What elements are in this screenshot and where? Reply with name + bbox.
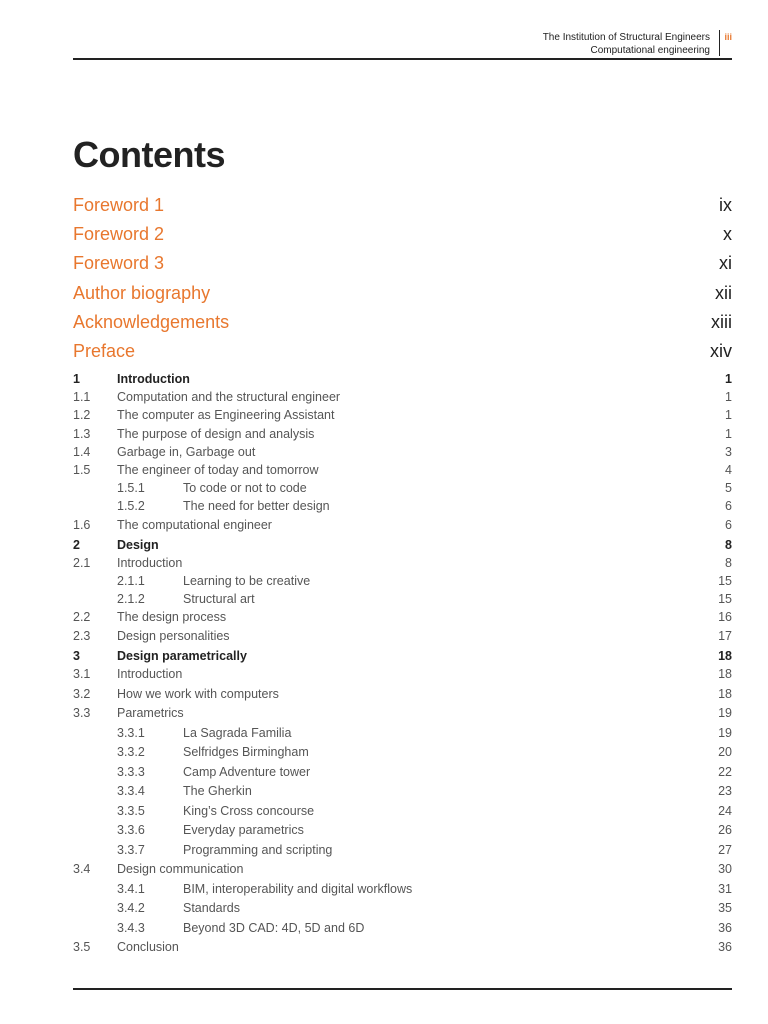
entry-page: xii [715, 282, 732, 303]
entry-page: xiv [710, 340, 732, 361]
toc-section[interactable] [73, 705, 732, 725]
toc-subsection[interactable] [73, 842, 732, 862]
toc-section[interactable] [73, 628, 732, 646]
toc-subsection[interactable] [73, 498, 732, 516]
toc-subsection[interactable] [73, 591, 732, 609]
entry-page: 15 [718, 592, 732, 607]
toc-subsection[interactable] [73, 725, 732, 745]
entry-page: 18 [718, 686, 732, 701]
entry-label: Parametrics [117, 706, 184, 720]
entry-label: Learning to be creative [183, 574, 311, 589]
toc-subsection[interactable] [73, 764, 732, 784]
entry-page: 36 [718, 920, 732, 935]
entry-page: 19 [718, 725, 732, 740]
header-page-number: iii [724, 32, 732, 42]
entry-page: 19 [718, 706, 732, 720]
entry-label: The design process [117, 610, 227, 625]
toc-subsection[interactable] [73, 920, 732, 940]
entry-number: 2.1 [73, 555, 91, 570]
entry-page: 18 [718, 648, 732, 663]
entry-page: 1 [725, 390, 732, 405]
entry-label: Introduction [117, 667, 183, 681]
entry-number: 3.3.2 [117, 745, 145, 759]
entry-label: Standards [183, 901, 240, 915]
entry-number: 2.1.2 [117, 592, 145, 607]
entry-label: Camp Adventure tower [183, 764, 311, 779]
entry-number: 1.6 [73, 517, 91, 532]
entry-label: Introduction [117, 555, 183, 570]
entry-label: Computation and the structural engineer [117, 390, 341, 405]
entry-label: Acknowledgements [73, 311, 230, 332]
entry-page: 6 [725, 517, 732, 532]
entry-number: 3 [73, 648, 80, 663]
front-matter-entry[interactable] [73, 222, 732, 251]
entry-number: 3.3.3 [117, 764, 145, 779]
entry-label: How we work with computers [117, 686, 279, 701]
entry-number: 1.4 [73, 444, 91, 459]
toc-section[interactable] [73, 426, 732, 444]
entry-number: 1.2 [73, 408, 91, 423]
entry-number: 3.3.4 [117, 784, 145, 798]
entry-label: Everyday parametrics [183, 823, 304, 837]
entry-number: 3.4 [73, 862, 91, 876]
entry-label: The engineer of today and tomorrow [117, 462, 319, 477]
entry-page: 4 [725, 462, 732, 477]
entry-number: 2 [73, 537, 80, 552]
entry-number: 1.1 [73, 390, 91, 405]
page-title: Contents [73, 134, 225, 175]
front-matter-list [73, 193, 732, 368]
entry-number: 3.4.1 [117, 881, 145, 896]
entry-label: The computer as Engineering Assistant [117, 408, 335, 423]
toc-subsection[interactable] [73, 881, 732, 901]
toc-subsection[interactable] [73, 803, 732, 823]
entry-number: 3.3.6 [117, 823, 145, 837]
entry-label: Selfridges Birmingham [183, 745, 309, 759]
toc-section[interactable] [73, 939, 732, 959]
entry-number: 3.5 [73, 940, 91, 954]
header-text [543, 32, 710, 57]
entry-label: Structural art [183, 592, 255, 607]
entry-page: 8 [725, 537, 732, 552]
entry-page: x [723, 224, 732, 245]
front-matter-entry[interactable] [73, 193, 732, 222]
entry-number: 1.5 [73, 462, 91, 477]
toc-subsection[interactable] [73, 783, 732, 803]
entry-page: 1 [725, 426, 732, 441]
entry-page: 24 [718, 803, 732, 818]
entry-number: 3.3.7 [117, 842, 145, 857]
entry-page: 30 [718, 862, 732, 876]
entry-number: 1.3 [73, 426, 91, 441]
toc-section[interactable] [73, 555, 732, 573]
entry-number: 2.2 [73, 610, 91, 625]
header-divider [719, 30, 720, 56]
entry-label: The need for better design [183, 499, 330, 514]
top-rule [73, 58, 732, 60]
entry-label: La Sagrada Familia [183, 725, 292, 740]
entry-number: 3.4.3 [117, 920, 145, 935]
entry-page: 35 [718, 901, 732, 915]
chapter-heading[interactable] [73, 537, 732, 555]
front-matter-entry[interactable] [73, 281, 732, 310]
entry-page: 20 [718, 745, 732, 759]
entry-page: 1 [725, 408, 732, 423]
entry-page: 15 [718, 574, 732, 589]
entry-page: 16 [718, 610, 732, 625]
entry-page: 27 [718, 842, 732, 857]
toc-section[interactable] [73, 861, 732, 881]
entry-page: 23 [718, 784, 732, 798]
entry-label: Author biography [73, 282, 211, 303]
entry-number: 3.4.2 [117, 901, 145, 915]
entry-number: 1 [73, 372, 80, 386]
entry-page: ix [719, 195, 732, 215]
entry-page: 3 [725, 444, 732, 459]
entry-number: 2.1.1 [117, 574, 145, 589]
entry-label: BIM, interoperability and digital workflows [183, 881, 413, 896]
toc-section[interactable] [73, 666, 732, 686]
entry-page: 5 [725, 481, 732, 496]
entry-number: 3.1 [73, 667, 91, 681]
entry-label: Garbage in, Garbage out [117, 444, 256, 459]
toc-section[interactable] [73, 686, 732, 706]
entry-label: Foreword 2 [73, 224, 165, 245]
toc-section[interactable] [73, 609, 732, 627]
toc-section[interactable] [73, 444, 732, 462]
entry-number: 3.3.5 [117, 803, 145, 818]
entry-page: 18 [718, 667, 732, 681]
entry-label: Foreword 1 [73, 195, 165, 215]
entry-label: Conclusion [117, 940, 179, 954]
toc-section[interactable] [73, 462, 732, 480]
toc-subsection[interactable] [73, 822, 732, 842]
entry-label: To code or not to code [183, 481, 307, 496]
entry-label: Beyond 3D CAD: 4D, 5D and 6D [183, 920, 365, 935]
entry-label: King’s Cross concourse [183, 803, 315, 818]
entry-label: Design parametrically [117, 648, 247, 663]
entry-label: The Gherkin [183, 784, 252, 798]
bottom-rule [73, 988, 732, 990]
entry-number: 3.3 [73, 706, 91, 720]
entry-label: Programming and scripting [183, 842, 333, 857]
toc-subsection[interactable] [73, 480, 732, 498]
entry-page: 6 [725, 499, 732, 514]
entry-page: 8 [725, 555, 732, 570]
entry-number: 1.5.1 [117, 481, 145, 496]
chapter-heading[interactable] [73, 371, 732, 389]
entry-number: 3.3.1 [117, 725, 145, 740]
entry-label: The computational engineer [117, 517, 272, 532]
toc-subsection[interactable] [73, 900, 732, 920]
entry-page: 31 [718, 881, 732, 896]
toc-list [73, 369, 732, 959]
toc-section[interactable] [73, 407, 732, 425]
front-matter-entry[interactable] [73, 251, 732, 280]
entry-page: xi [719, 253, 732, 274]
entry-label: Foreword 3 [73, 253, 165, 274]
entry-number: 3.2 [73, 686, 91, 701]
entry-page: 26 [718, 823, 732, 837]
entry-number: 1.5.2 [117, 499, 145, 514]
entry-label: Design communication [117, 862, 244, 876]
entry-page: 22 [718, 764, 732, 779]
entry-page: xiii [711, 311, 732, 332]
entry-label: Preface [73, 340, 136, 361]
front-matter-entry[interactable] [73, 339, 732, 368]
toc-section[interactable] [73, 389, 732, 407]
entry-page: 17 [718, 628, 732, 643]
toc-subsection[interactable] [73, 573, 732, 591]
entry-label: The purpose of design and analysis [117, 426, 315, 441]
entry-number: 2.3 [73, 628, 91, 643]
entry-page: 36 [718, 940, 732, 954]
header-book: Computational engineering [590, 44, 710, 56]
entry-label: Design [117, 537, 159, 552]
entry-label: Introduction [117, 372, 190, 386]
header-org: The Institution of Structural Engineers [542, 32, 710, 43]
toc-section[interactable] [73, 517, 732, 535]
running-header [73, 30, 732, 58]
entry-page: 1 [725, 372, 732, 386]
toc-subsection[interactable] [73, 744, 732, 764]
front-matter-entry[interactable] [73, 310, 732, 339]
chapter-heading[interactable] [73, 648, 732, 666]
entry-label: Design personalities [117, 628, 230, 643]
